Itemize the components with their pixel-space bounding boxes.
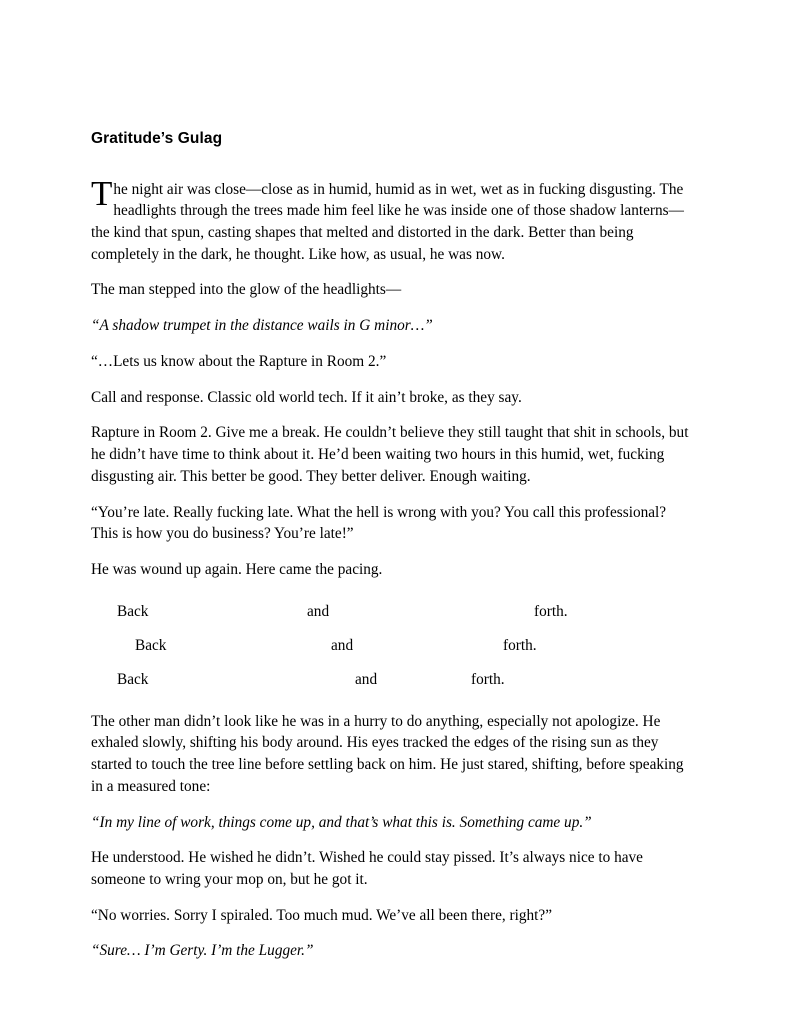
pacing-line (91, 635, 695, 655)
pacing-word-back: Back (117, 602, 149, 620)
paragraph-call-response: Call and response. Classic old world tech. If it ain’t broke, as they say. (91, 388, 522, 406)
paragraph-youre-late: “You’re late. Really fucking late. What the hell is wrong with you? You call this professional? This is how you do business? You’re late!” (91, 503, 667, 543)
paragraph-no-worries: “No worries. Sorry I spiraled. Too much mud. We’ve all been there, right?” (91, 906, 552, 924)
paragraph-line-of-work-quote: “In my line of work, things come up, and that’s what this is. Something came up.” (91, 813, 592, 831)
paragraph-wound-up: He was wound up again. Here came the pacing. (91, 560, 383, 578)
pacing-word-and: and (307, 602, 330, 620)
drop-cap-letter: T (91, 173, 113, 213)
pacing-line (91, 669, 695, 689)
paragraph-headlights: The man stepped into the glow of the headlights— (91, 281, 402, 299)
paragraph-opening (91, 173, 695, 266)
pacing-block (91, 601, 695, 689)
paragraph-trumpet-quote: “A shadow trumpet in the distance wails in G minor…” (91, 317, 433, 335)
pacing-word-back: Back (135, 636, 167, 654)
pacing-line (91, 601, 695, 621)
paragraph-he-understood: He understood. He wished he didn’t. Wished he could stay pissed. It’s always nice to have someone to wring your mop on, but he got it. (91, 849, 643, 888)
document-body (91, 130, 695, 976)
pacing-word-back: Back (117, 670, 149, 688)
paragraph-rapture-reply: “…Lets us know about the Rapture in Room 2.” (91, 352, 387, 370)
pacing-word-forth: forth. (471, 670, 505, 688)
paragraph-other-man: The other man didn’t look like he was in a hurry to do anything, especially not apologize. He exhaled slowly, shifting his body around. His eyes tracked the edges of the rising sun as they started to touch the tree line before settling back on him. He just stared, shifting, before speaking in a measured tone: (91, 712, 684, 795)
pacing-word-forth: forth. (503, 636, 537, 654)
paragraph-gerty-quote: “Sure… I’m Gerty. I’m the Lugger.” (91, 942, 314, 960)
paragraph-text: he night air was close—close as in humid, humid as in wet, wet as in fucking disgusting. The headlights through the trees made him feel like he was inside one of those shadow lanterns—the kind that spun, casting shapes that melted and distorted in the dark. Better than being completely in the dark, he thought. Like how, as usual, he was now. (91, 180, 684, 263)
page-title: Gratitude’s Gulag (91, 130, 223, 147)
pacing-word-and: and (355, 670, 378, 688)
pacing-word-and: and (331, 636, 354, 654)
paragraph-rapture-room: Rapture in Room 2. Give me a break. He couldn’t believe they still taught that shit in schools, but he didn’t have time to think about it. He’d been waiting two hours in this humid, wet, fucking disgusting air. This better be good. They better deliver. Enough waiting. (91, 424, 689, 485)
pacing-word-forth: forth. (534, 602, 568, 620)
